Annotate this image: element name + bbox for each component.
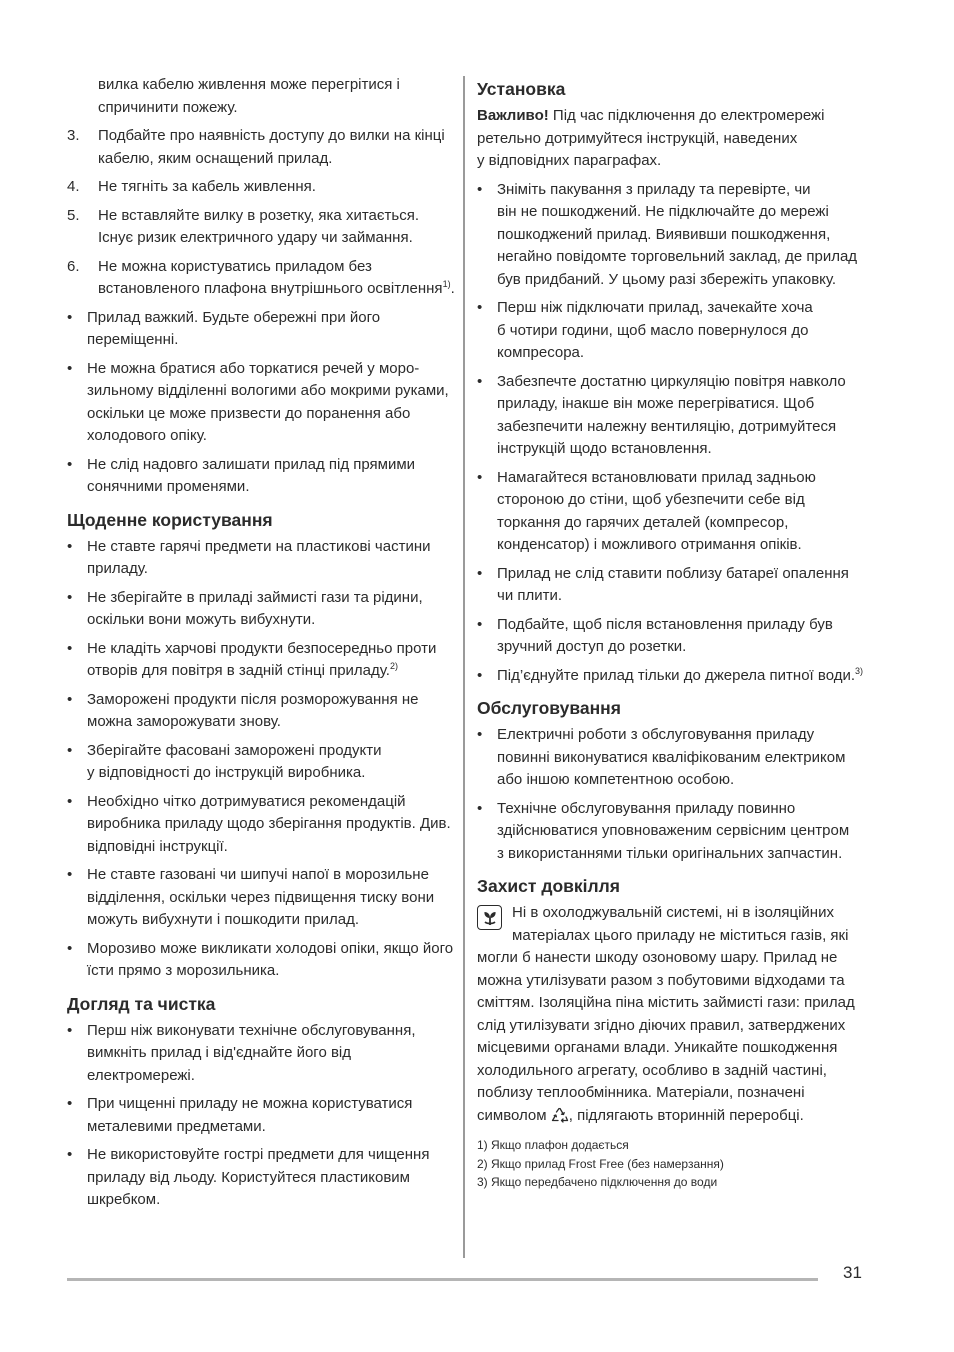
bullet-item (477, 179, 861, 292)
left-column (67, 74, 455, 1218)
item-text: Не ставте газовані чи шипучі напої в морозильне відділення, оскільки через підвищення тиску вони можуть вибухнути і пошкодити прилад. (87, 866, 435, 928)
bullet-icon: • (67, 537, 73, 555)
bullet-item (67, 307, 455, 352)
bullet-icon: • (67, 690, 73, 708)
bullet-icon: • (67, 359, 73, 377)
bullet-item (67, 864, 455, 932)
right-column (477, 74, 864, 1192)
item-text: Морозиво може викликати холодові опіки, якщо його їсти прямо з морозильника. (87, 939, 454, 979)
page-number: 31 (843, 1263, 862, 1282)
numbered-item (67, 256, 455, 301)
item-text: Під’єднуйте прилад тільки до джерела питної води.$^{3)}$ (497, 665, 864, 684)
bullet-item (477, 563, 861, 608)
bullet-item (67, 740, 455, 785)
item-text: Не вставляйте вилку в розетку, яка хитається. Існує ризик електричного удару чи займання. (98, 206, 419, 246)
footnote-ref: 2) (389, 661, 398, 671)
item-text: Не кладіть харчові продукти безпосередньо проти отворів для повітря в задній стінці приладу.$^{2)}$ (87, 639, 437, 679)
item-text: Прилад не слід ставити поблизу батареї опалення чи плити. (497, 564, 849, 604)
bullet-icon: • (67, 741, 73, 759)
item-text: При чищенні приладу не можна користуватися металевими предметами. (87, 1095, 413, 1135)
important-note: Важливо! Під час підключення до електромережі ретельно дотримуйтеся інструкцій, наведених у відповідних параграфах. (477, 107, 825, 169)
bullet-item (477, 798, 861, 866)
bullet-icon: • (477, 372, 483, 390)
service-list (477, 724, 861, 865)
item-text: Не ставте гарячі предмети на пластикові частини приладу. (87, 537, 431, 577)
bullet-item (67, 454, 455, 499)
bullet-icon: • (67, 1146, 73, 1163)
bullet-icon: • (67, 866, 73, 883)
intro-continuation: вилка кабелю живлення може перегрітися і спричинити пожежу. (98, 76, 400, 116)
paragraph-line: можна утилізувати разом з побутовими відходами та (477, 971, 845, 989)
bullet-icon: • (67, 588, 73, 606)
bullet-icon: • (67, 455, 73, 473)
footnote: 1) Якщо плафон додається (477, 1138, 629, 1152)
numbered-item (67, 205, 455, 250)
bullet-item (477, 614, 861, 659)
item-text: Технічне обслуговування приладу повинно здійснюватися уповноваженим сервісним центром з використаннями тільки оригінальних запчастин. (497, 799, 850, 862)
item-text: Перш ніж виконувати технічне обслуговування, вимкніть прилад і від'єднайте його від електромережі. (87, 1021, 416, 1084)
paragraph-line: Ні в охолоджувальній системі, ні в ізоляційних (512, 904, 834, 921)
item-text: Зберігайте фасовані заморожені продукти у відповідності до інструкцій виробника. (87, 741, 382, 781)
bullet-item (67, 1020, 455, 1088)
bullet-icon: • (477, 726, 483, 743)
bullet-icon: • (67, 639, 73, 657)
item-number: 4. (67, 178, 80, 195)
environment-paragraph: Ні в охолоджувальній системі, ні в ізоляційних матеріалах цього приладу не міститься газів, які могли б нанести шкоду озоновому шару. Прилад не можна утилізувати разом з побутовими відходами та сміттям. Ізоляційна піна містить займисті гази: прилад слід утилізувати згідно діючих правил, затверджених місцевими органами влади. Уникайте пошкодження холодильного агрегату, особливо в задній частині, поблизу теплообмінника. Матеріали, позначені символом , підлягають вторинній переробці. (477, 902, 861, 1130)
care-cleaning-list (67, 1020, 455, 1212)
paragraph-line: сміттям. Ізоляційна піна містить займисті гази: прилад (477, 994, 855, 1011)
item-number: 6. (67, 257, 80, 275)
safety-bullet-list (67, 307, 455, 499)
footnote: 2) Якщо прилад Frost Free (без намерзання) (477, 1156, 724, 1171)
environment-symbol-icon (477, 905, 502, 930)
bullet-icon: • (477, 468, 483, 486)
recycle-icon (551, 1107, 569, 1131)
bullet-icon: • (477, 299, 483, 316)
installation-list (477, 179, 864, 688)
section-title-care-cleaning: Догляд та чистка (67, 993, 216, 1014)
footnotes (477, 1136, 861, 1192)
item-text: Не слід надовго залишати прилад під прямими сонячними променями. (87, 455, 416, 495)
bullet-item (67, 938, 455, 983)
item-number: 3. (67, 127, 80, 144)
section-title-environment: Захист довкілля (477, 876, 620, 896)
column-divider (463, 76, 465, 1258)
bullet-item (477, 297, 861, 365)
paragraph-line: слід утилізувати згідно діючих правил, затверджених (477, 1016, 846, 1034)
item-text: Подбайте про наявність доступу до вилки на кінці кабелю, яким оснащений прилад. (98, 127, 445, 167)
numbered-item (67, 125, 455, 170)
bullet-item (67, 1093, 455, 1138)
item-text: Заморожені продукти після розморожування не можна заморожувати знову. (87, 690, 419, 730)
item-number: 5. (67, 206, 80, 224)
footnote: 3) Якщо передбачено підключення до води (477, 1175, 718, 1189)
item-text: Зніміть пакування з приладу та перевірте, чи він не пошкоджений. Не підключайте до мережі пошкоджений прилад. Виявивши пошкодження, негайно повідомте торговельний заклад, де прилад був придбаний. У цьому разі збережіть упаковку. (497, 180, 858, 288)
section-title-daily-use: Щоденне користування (67, 509, 273, 530)
bullet-icon: • (477, 799, 483, 817)
bullet-item (67, 791, 455, 859)
section-title-installation: Установка (477, 79, 566, 99)
bullet-icon: • (67, 1095, 73, 1112)
bullet-item (67, 1144, 455, 1212)
daily-use-list (67, 536, 455, 983)
item-text: Електричні роботи з обслуговування приладу повинні виконуватися кваліфікованим електриком або іншою компетентною особою. (497, 726, 846, 788)
bullet-item (477, 371, 861, 461)
bullet-item (67, 638, 455, 683)
bullet-icon: • (67, 939, 73, 957)
footnote-ref: 3) (855, 665, 864, 676)
paragraph-line: холодильного агрегату, особливо в задній частині, (477, 1061, 827, 1079)
bullet-icon: • (477, 615, 483, 633)
bullet-icon: • (477, 666, 483, 684)
item-text: Необхідно чітко дотримуватися рекомендацій виробника приладу щодо зберігання продуктів. Див. відповідні інструкції. (87, 792, 451, 855)
bullet-item (67, 536, 455, 581)
item-text: Не можна братися або торкатися речей у моро- зильному відділенні вологими або мокрими руками, оскільки це може призвести до поранення або холодового опіку. (87, 359, 449, 444)
paragraph-line: поблизу теплообмінника. Матеріали, позначені (477, 1084, 805, 1101)
bullet-icon: • (477, 180, 483, 198)
paragraph-line: матеріалах цього приладу не міститься газів, які (512, 926, 849, 944)
item-text: Не використовуйте гострі предмети для чищення приладу від льоду. Користуйтеся пластиковим шкребком. (87, 1146, 430, 1208)
item-text: Перш ніж підключати прилад, зачекайте хоча б чотири години, щоб масло повернулося до компресора. (497, 299, 813, 361)
numbered-item (67, 176, 455, 199)
bullet-item (67, 358, 455, 448)
paragraph-line: могли б нанести шкоду озоновому шару. Прилад не (477, 949, 838, 966)
bullet-icon: • (67, 792, 73, 810)
item-text: Не тягніть за кабель живлення. (98, 178, 316, 195)
bullet-item (67, 587, 455, 632)
item-text: Подбайте, щоб після встановлення приладу був зручний доступ до розетки. (497, 615, 833, 655)
bullet-item (477, 467, 861, 557)
item-text: Не можна користуватись приладом без встановленого плафона внутрішнього освітлення$^{1)}$. (98, 257, 455, 297)
item-text: Забезпечте достатню циркуляцію повітря навколо приладу, інакше він може перегріватися. Щоб забезпечити належну вентиляцію, дотримуйтеся інструкцій щодо встановлення. (497, 372, 846, 457)
bullet-icon: • (67, 308, 73, 326)
bullet-icon: • (67, 1021, 73, 1039)
paragraph-line: місцевими органами влади. Уникайте пошкодження (477, 1039, 838, 1056)
item-text: Прилад важкий. Будьте обережні при його переміщенні. (87, 308, 381, 348)
bullet-item (477, 665, 864, 688)
footer-rule (67, 1278, 818, 1281)
section-title-service: Обслуговування (477, 698, 621, 718)
bullet-icon: • (477, 564, 483, 582)
bullet-item (67, 689, 455, 734)
bullet-item (477, 724, 861, 792)
footnote-ref: 1) (442, 279, 451, 289)
item-text: Не зберігайте в приладі займисті гази та рідини, оскільки вони можуть вибухнути. (87, 588, 423, 628)
important-label: Важливо! (477, 107, 549, 124)
item-text: Намагайтеся встановлювати прилад задньою стороною до стіни, щоб убезпечити себе від торкання до гарячих деталей (компресор, конденсатор) і можливого отримання опіків. (497, 468, 816, 553)
numbered-list (67, 125, 455, 301)
